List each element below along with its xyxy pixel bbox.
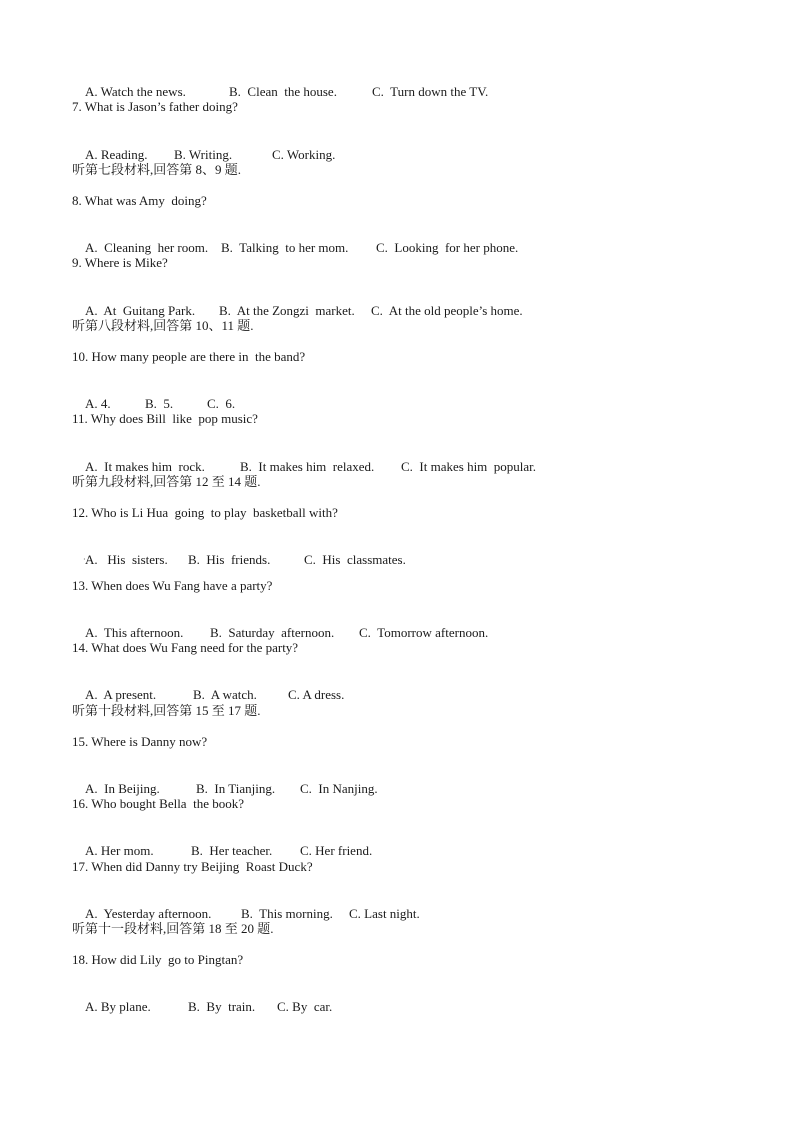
- option-b: B. At the Zongzi market.: [219, 303, 355, 318]
- option-a: A. Watch the news.: [85, 84, 186, 99]
- option-c: C. Working.: [272, 147, 336, 162]
- stray-dot-mark: ·: [83, 555, 86, 564]
- option-a: A. Cleaning her room.: [85, 240, 209, 255]
- option-c: C. His classmates.: [304, 552, 406, 567]
- section-heading: 听第七段材料,回答第 8、9 题.: [72, 162, 242, 177]
- option-b: B. 5.: [145, 396, 174, 411]
- option-c: C. A dress.: [288, 687, 345, 702]
- section-heading: 听第十一段材料,回答第 18 至 20 题.: [72, 921, 274, 936]
- option-c: C. Last night.: [349, 906, 420, 921]
- option-b: B. This morning.: [241, 906, 333, 921]
- option-a: A. Her mom.: [85, 843, 154, 858]
- option-c: C. At the old people’s home.: [371, 303, 523, 318]
- option-b: B. It makes him relaxed.: [240, 459, 375, 474]
- section-heading: 听第十段材料,回答第 15 至 17 题.: [72, 703, 261, 718]
- question-17: 17. When did Danny try Beijing Roast Duck?: [72, 859, 313, 874]
- option-b: B. Talking to her mom.: [221, 240, 349, 255]
- question-15: 15. Where is Danny now?: [72, 734, 208, 749]
- option-a: A. By plane.: [85, 999, 151, 1014]
- options-row: [72, 983, 332, 1031]
- question-9: 9. Where is Mike?: [72, 255, 168, 270]
- option-a: A. His sisters.: [85, 552, 168, 567]
- question-7: 7. What is Jason’s father doing?: [72, 99, 238, 114]
- option-b: B. Her teacher.: [191, 843, 273, 858]
- option-b: B. In Tianjing.: [196, 781, 276, 796]
- question-11: 11. Why does Bill like pop music?: [72, 411, 258, 426]
- option-b: B. Clean the house.: [229, 84, 337, 99]
- option-b: B. Saturday afternoon.: [210, 625, 335, 640]
- option-c: C. Her friend.: [300, 843, 373, 858]
- option-b: B. By train.: [188, 999, 256, 1014]
- option-c: C. 6.: [207, 396, 236, 411]
- option-b: B. Writing.: [174, 147, 233, 162]
- option-a: A. It makes him rock.: [85, 459, 205, 474]
- section-heading: 听第八段材料,回答第 10、11 题.: [72, 318, 254, 333]
- question-8: 8. What was Amy doing?: [72, 193, 207, 208]
- option-a: A. In Beijing.: [85, 781, 160, 796]
- question-14: 14. What does Wu Fang need for the party?: [72, 640, 299, 655]
- question-10: 10. How many people are there in the band?: [72, 349, 306, 364]
- option-b: B. His friends.: [188, 552, 271, 567]
- option-c: C. Tomorrow afternoon.: [359, 625, 489, 640]
- option-a: A. At Guitang Park.: [85, 303, 196, 318]
- question-12: 12. Who is Li Hua going to play basketball with?: [72, 505, 338, 520]
- option-c: C. It makes him popular.: [401, 459, 537, 474]
- option-c: C. Turn down the TV.: [372, 84, 489, 99]
- section-heading: 听第九段材料,回答第 12 至 14 题.: [72, 474, 261, 489]
- option-a: A. This afternoon.: [85, 625, 184, 640]
- option-a: A. A present.: [85, 687, 157, 702]
- option-b: B. A watch.: [193, 687, 257, 702]
- question-16: 16. Who bought Bella the book?: [72, 796, 244, 811]
- option-c: C. Looking for her phone.: [376, 240, 519, 255]
- option-a: A. Reading.: [85, 147, 148, 162]
- question-18: 18. How did Lily go to Pingtan?: [72, 952, 244, 967]
- option-c: C. By car.: [277, 999, 333, 1014]
- option-a: A. Yesterday afternoon.: [85, 906, 212, 921]
- option-a: A. 4.: [85, 396, 111, 411]
- options-row: [72, 536, 406, 584]
- question-13: 13. When does Wu Fang have a party?: [72, 578, 273, 593]
- option-c: C. In Nanjing.: [300, 781, 378, 796]
